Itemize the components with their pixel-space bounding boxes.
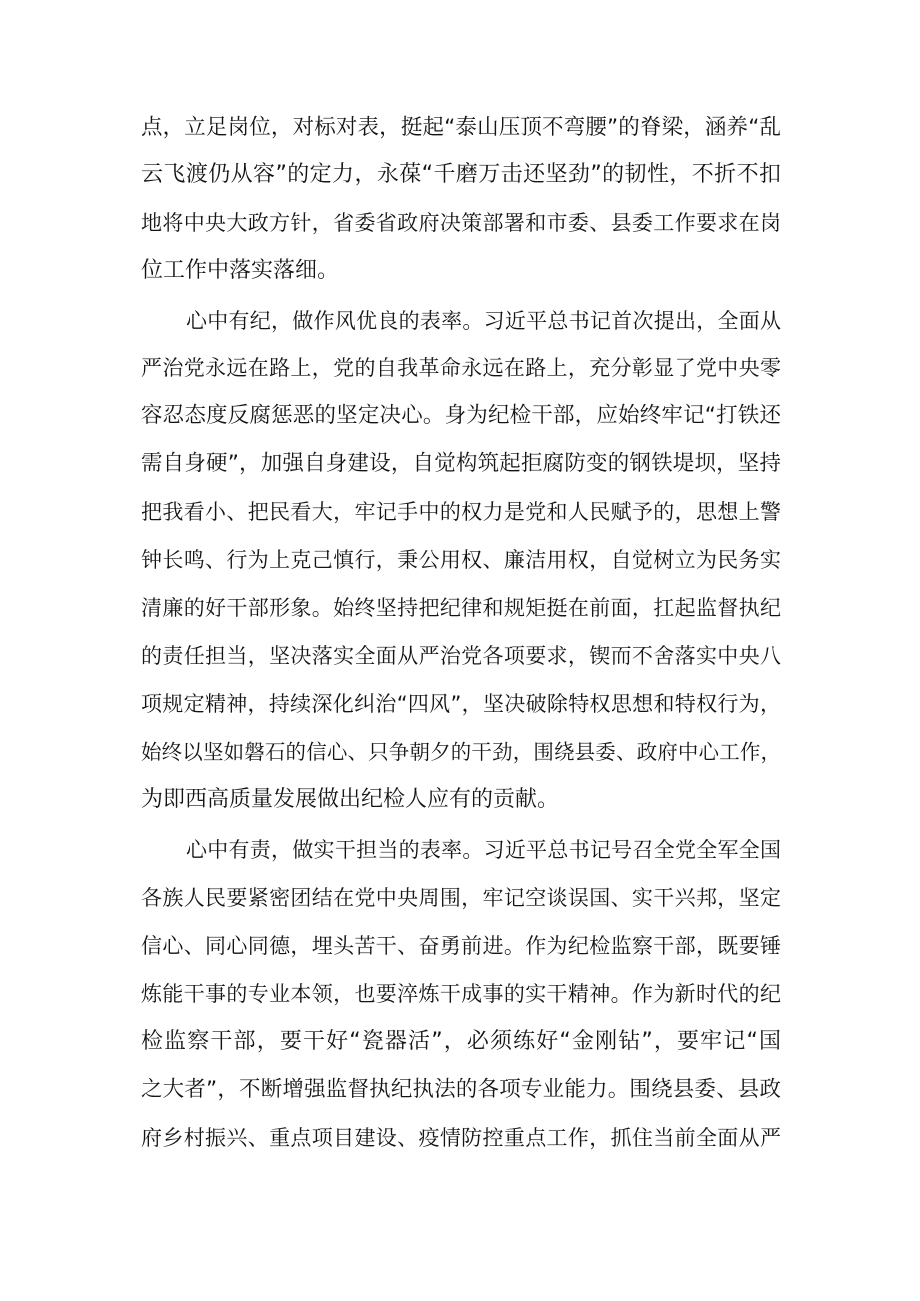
text-line: 为即西高质量发展做出纪检人应有的贡献。	[141, 787, 560, 812]
text-line: 位工作中落实落细。	[141, 258, 340, 283]
text-line: 严治党永远在路上，党的自我革命永远在路上，充分彰显了党中央零	[141, 356, 781, 380]
text-line: 各族人民要紧密团结在党中央周围，牢记空谈误国、实干兴邦，坚定	[141, 886, 781, 910]
paragraph-first-line: 心中有纪，做作风优良的表率。习近平总书记首次提出，全面从	[186, 309, 781, 333]
text-line: 项规定精神，持续深化纠治“四风”，坚决破除特权思想和特权行为，	[141, 692, 781, 716]
text-line: 需自身硬”，加强自身建设，自觉构筑起拒腐防变的钢铁堤坝，坚持	[141, 451, 781, 476]
text-line: 始终以坚如磐石的信心、只争朝夕的干劲，围绕县委、政府中心工作，	[141, 740, 781, 764]
text-line: 信心、同心同德，埋头苦干、奋勇前进。作为纪检监察干部，既要锤	[141, 934, 781, 958]
text-line: 检监察干部，要干好“瓷器活”，必须练好“金刚钻”，要牢记“国	[141, 1029, 781, 1054]
text-line: 之大者”，不断增强监督执纪执法的各项专业能力。围绕县委、县政	[141, 1077, 781, 1102]
text-line: 云飞渡仍从容”的定力，永葆“千磨万击还坚劲”的韧性，不折不扣	[141, 162, 781, 187]
text-line: 的责任担当，坚决落实全面从严治党各项要求，锲而不舍落实中央八	[141, 644, 781, 668]
paragraph-first-line: 心中有责，做实干担当的表率。习近平总书记号召全党全军全国	[186, 838, 781, 862]
text-line: 清廉的好干部形象。始终坚持把纪律和规矩挺在前面，扛起监督执纪	[141, 596, 781, 620]
text-line: 府乡村振兴、重点项目建设、疫情防控重点工作，抓住当前全面从严	[141, 1126, 781, 1150]
text-line: 炼能干事的专业本领，也要淬炼干成事的实干精神。作为新时代的纪	[141, 982, 781, 1006]
text-line: 钟长鸣、行为上克己慎行，秉公用权、廉洁用权，自觉树立为民务实	[141, 548, 781, 572]
text-line: 点，立足岗位，对标对表，挺起“泰山压顶不弯腰”的脊梁，涵养“乱	[141, 115, 781, 140]
text-line: 把我看小、把民看大，牢记手中的权力是党和人民赋予的，思想上警	[141, 500, 781, 524]
text-line: 容忍态度反腐惩恶的坚定决心。身为纪检干部，应始终牢记“打铁还	[141, 403, 781, 428]
text-line: 地将中央大政方针，省委省政府决策部署和市委、县委工作要求在岗	[141, 211, 781, 235]
